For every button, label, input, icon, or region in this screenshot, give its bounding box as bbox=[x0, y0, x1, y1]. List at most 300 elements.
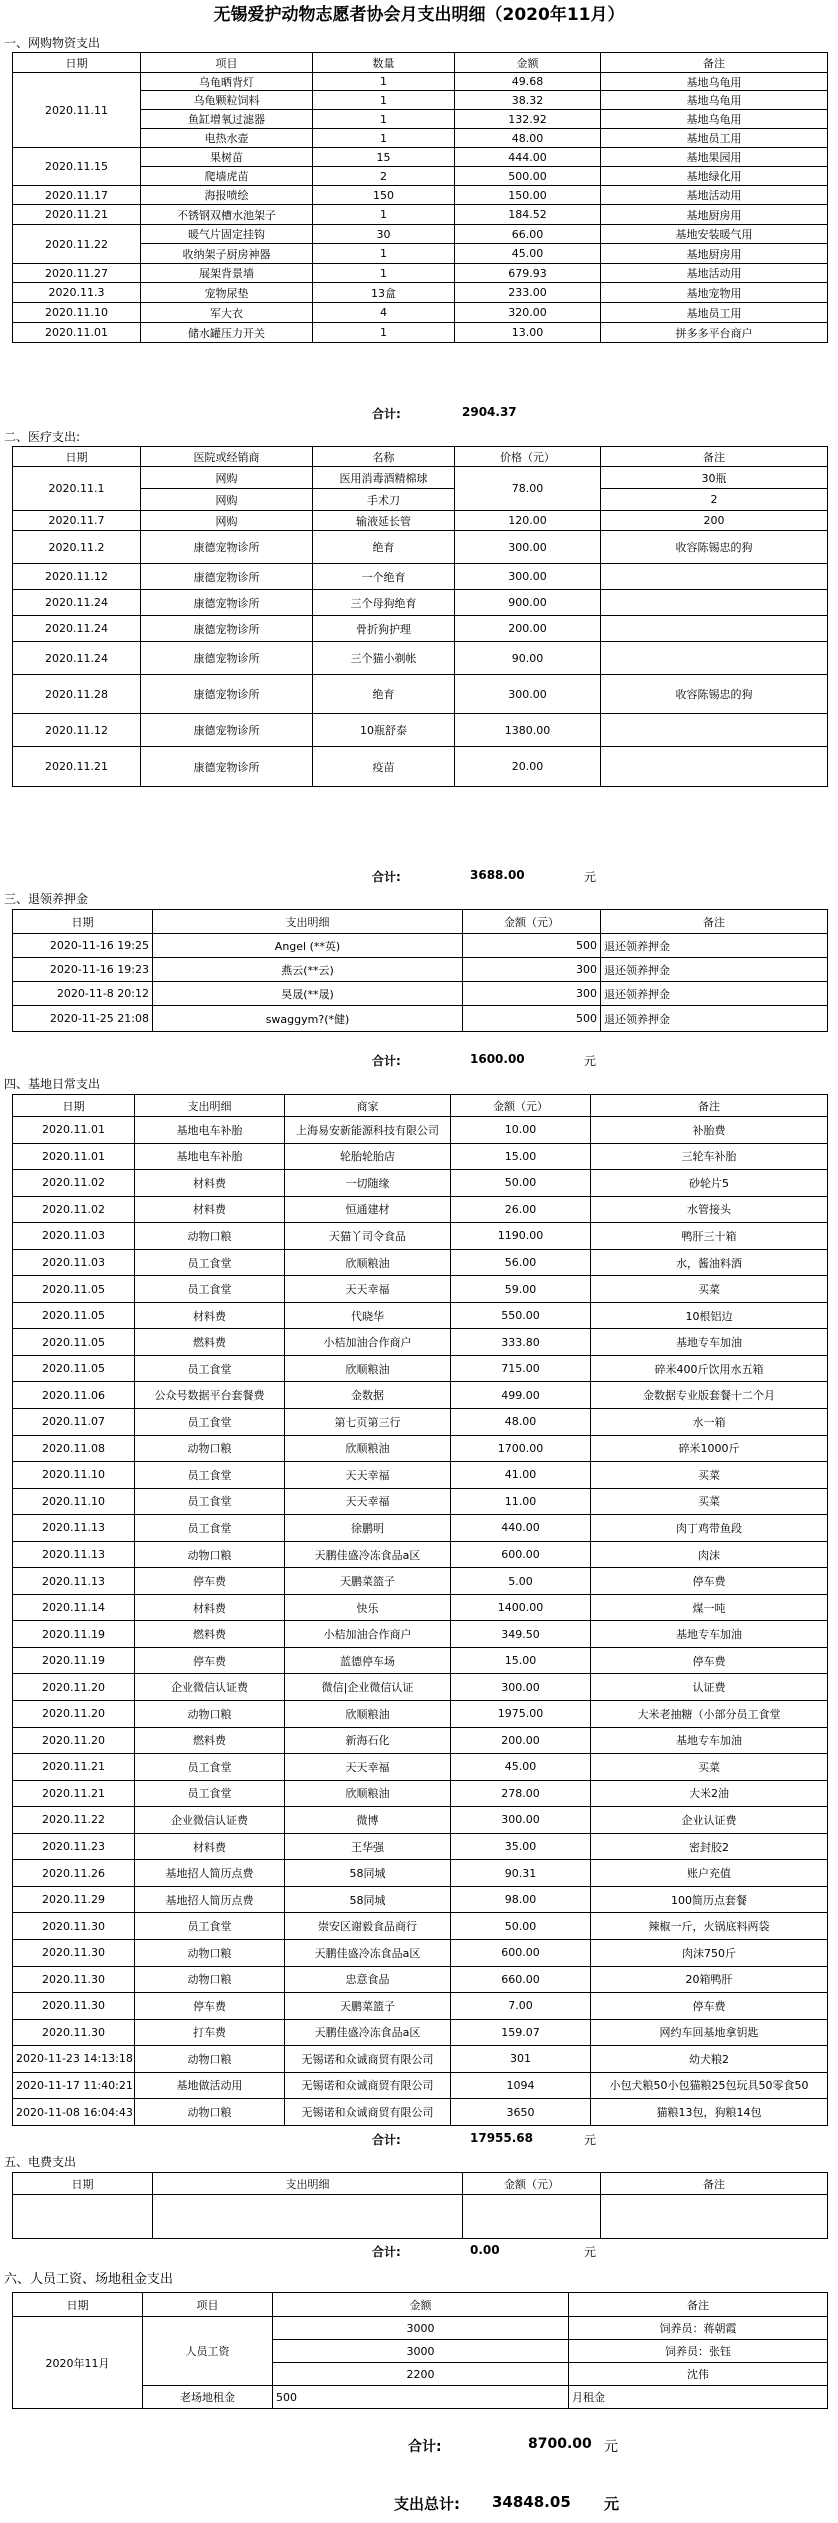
table-cell: 材料费 bbox=[135, 1196, 285, 1223]
table-cell: 停车费 bbox=[591, 1647, 828, 1674]
table-row bbox=[13, 1701, 828, 1728]
table-cell: 2020.11.07 bbox=[13, 1409, 135, 1436]
table-cell: 2020.11.30 bbox=[13, 1913, 135, 1940]
table-cell: 48.00 bbox=[451, 1409, 591, 1436]
table-cell: 2020.11.21 bbox=[13, 205, 141, 225]
table-cell: 2020.11.19 bbox=[13, 1621, 135, 1648]
daily-expense-table bbox=[12, 1094, 828, 2126]
table-cell: 1 bbox=[313, 264, 455, 283]
table-cell: 一个绝育 bbox=[313, 564, 455, 590]
table-cell: 2020-11-8 20:12 bbox=[13, 982, 153, 1006]
table-cell: 乌龟晒背灯 bbox=[141, 73, 313, 91]
table-cell: 账户充值 bbox=[591, 1860, 828, 1887]
table-cell: 660.00 bbox=[451, 1966, 591, 1993]
s5-total-unit: 元 bbox=[584, 2245, 597, 2259]
table-cell: 不锈钢双槽水池架子 bbox=[141, 205, 313, 225]
table-cell: 员工食堂 bbox=[135, 1780, 285, 1807]
table-row bbox=[13, 2099, 828, 2126]
table-cell: 2020-11-25 21:08 bbox=[13, 1006, 153, 1032]
table-cell: 动物口粮 bbox=[135, 2099, 285, 2126]
table-row bbox=[13, 1170, 828, 1197]
table-row bbox=[13, 1488, 828, 1515]
s6-header-row bbox=[13, 2293, 828, 2317]
table-cell: 2020.11.21 bbox=[13, 1780, 135, 1807]
table-cell: 收纳架子厨房神器 bbox=[141, 244, 313, 264]
table-cell: 鱼缸增氧过滤器 bbox=[141, 110, 313, 129]
table-cell: 饲养员：蒋朝霞 bbox=[569, 2317, 828, 2340]
salary-rent-table bbox=[12, 2292, 828, 2409]
table-row bbox=[13, 1462, 828, 1489]
table-cell: 昊晟(**晟) bbox=[153, 982, 463, 1006]
table-cell: 天天幸福 bbox=[285, 1488, 451, 1515]
table-cell: 网购 bbox=[141, 511, 313, 531]
table-row bbox=[13, 1674, 828, 1701]
table-cell: 2020.11.10 bbox=[13, 1488, 135, 1515]
table-cell: 2020.11.22 bbox=[13, 1807, 135, 1834]
table-cell: 快乐 bbox=[285, 1594, 451, 1621]
table-cell: 材料费 bbox=[135, 1170, 285, 1197]
table-cell: 基地电车补胎 bbox=[135, 1117, 285, 1144]
table-row bbox=[13, 1382, 828, 1409]
column-header: 日期 bbox=[13, 53, 141, 73]
table-cell bbox=[601, 590, 828, 616]
table-row bbox=[13, 1223, 828, 1250]
table-cell: 崇安区谢毅食品商行 bbox=[285, 1913, 451, 1940]
section-6-heading: 六、人员工资、场地租金支出 bbox=[4, 2272, 174, 2287]
table-cell: 补胎费 bbox=[591, 1117, 828, 1144]
table-cell: 手术刀 bbox=[313, 489, 455, 511]
table-cell: 500 bbox=[463, 1006, 601, 1032]
table-cell: 上海易安新能源科技有限公司 bbox=[285, 1117, 451, 1144]
table-cell: 1 bbox=[313, 323, 455, 343]
table-cell: 材料费 bbox=[135, 1833, 285, 1860]
table-row bbox=[13, 1621, 828, 1648]
table-row bbox=[13, 2072, 828, 2099]
s2-total-label: 合计: bbox=[372, 870, 401, 884]
table-cell: 老场地租金 bbox=[143, 2386, 273, 2409]
table-cell: 康德宠物诊所 bbox=[141, 714, 313, 747]
table-row bbox=[13, 1780, 828, 1807]
table-cell: 三个猫小剃帐 bbox=[313, 642, 455, 675]
table-cell: 停车费 bbox=[135, 1647, 285, 1674]
table-row bbox=[13, 1409, 828, 1436]
table-cell: 买菜 bbox=[591, 1276, 828, 1303]
table-cell: 150.00 bbox=[455, 186, 601, 205]
table-cell: 13盒 bbox=[313, 283, 455, 303]
table-cell: 184.52 bbox=[455, 205, 601, 225]
table-cell: 15.00 bbox=[451, 1647, 591, 1674]
table-cell: 基地活动用 bbox=[601, 186, 828, 205]
table-cell: 停车费 bbox=[591, 1993, 828, 2020]
table-cell: 三轮车补胎 bbox=[591, 1143, 828, 1170]
table-cell: 暖气片固定挂钩 bbox=[141, 225, 313, 244]
s5-total-value: 0.00 bbox=[470, 2243, 500, 2257]
table-cell: 新海石化 bbox=[285, 1727, 451, 1754]
table-cell: 买菜 bbox=[591, 1488, 828, 1515]
column-header: 项目 bbox=[141, 53, 313, 73]
table-row bbox=[13, 323, 828, 343]
table-row bbox=[13, 1006, 828, 1032]
table-row bbox=[13, 934, 828, 958]
column-header: 日期 bbox=[13, 1095, 135, 1117]
table-cell: 20箱鸭肝 bbox=[591, 1966, 828, 1993]
table-row bbox=[13, 564, 828, 590]
table-cell: 2020年11月 bbox=[13, 2317, 143, 2409]
table-cell: 2020.11.06 bbox=[13, 1382, 135, 1409]
column-header: 金额 bbox=[455, 53, 601, 73]
table-cell: 绝育 bbox=[313, 531, 455, 564]
table-cell: 天鹏菜篮子 bbox=[285, 1993, 451, 2020]
table-cell: 50.00 bbox=[451, 1913, 591, 1940]
table-cell: 4 bbox=[313, 303, 455, 323]
table-cell: 肉沫 bbox=[591, 1541, 828, 1568]
s2-header-row bbox=[13, 447, 828, 467]
table-cell: 2200 bbox=[273, 2363, 569, 2386]
table-cell: 440.00 bbox=[451, 1515, 591, 1542]
table-row bbox=[13, 1302, 828, 1329]
online-purchase-table bbox=[12, 52, 828, 343]
table-row bbox=[13, 642, 828, 675]
table-cell: 员工食堂 bbox=[135, 1913, 285, 1940]
table-cell: 15 bbox=[313, 148, 455, 167]
table-cell: 159.07 bbox=[451, 2019, 591, 2046]
table-cell: 300.00 bbox=[451, 1674, 591, 1701]
table-row bbox=[13, 531, 828, 564]
table-cell: 2020.11.11 bbox=[13, 73, 141, 148]
table-cell: 2020.11.02 bbox=[13, 1170, 135, 1197]
table-cell: 欣顺粮油 bbox=[285, 1435, 451, 1462]
column-header: 日期 bbox=[13, 2293, 143, 2317]
table-cell: 90.31 bbox=[451, 1860, 591, 1887]
table-cell: 2020.11.01 bbox=[13, 323, 141, 343]
table-row bbox=[13, 467, 828, 489]
table-cell: 电热水壶 bbox=[141, 129, 313, 148]
table-cell: 300.00 bbox=[455, 675, 601, 714]
table-cell: 45.00 bbox=[451, 1754, 591, 1781]
table-cell: 乌龟颗粒饲料 bbox=[141, 91, 313, 110]
column-header: 金额（元） bbox=[463, 910, 601, 934]
table-cell: 2020.11.30 bbox=[13, 1993, 135, 2020]
table-cell: 输液延长管 bbox=[313, 511, 455, 531]
table-cell: 网约车回基地拿钥匙 bbox=[591, 2019, 828, 2046]
table-cell: 1400.00 bbox=[451, 1594, 591, 1621]
table-cell: 基地做活动用 bbox=[135, 2072, 285, 2099]
column-header: 金额 bbox=[273, 2293, 569, 2317]
table-cell: 38.32 bbox=[455, 91, 601, 110]
table-cell: 打车费 bbox=[135, 2019, 285, 2046]
table-cell: 展架背景墙 bbox=[141, 264, 313, 283]
table-cell: 收容陈锡忠的狗 bbox=[601, 531, 828, 564]
table-cell: 动物口粮 bbox=[135, 1966, 285, 1993]
table-cell: 燃料费 bbox=[135, 1329, 285, 1356]
table-cell: 78.00 bbox=[455, 467, 601, 511]
table-cell: 2 bbox=[601, 489, 828, 511]
table-cell: 肉沫750斤 bbox=[591, 1939, 828, 1966]
table-cell: 2020.11.1 bbox=[13, 467, 141, 511]
table-cell bbox=[463, 2195, 601, 2239]
table-row bbox=[13, 982, 828, 1006]
table-cell: 2020.11.12 bbox=[13, 564, 141, 590]
table-cell: 基地招人简历点费 bbox=[135, 1860, 285, 1887]
table-cell: 2020-11-16 19:25 bbox=[13, 934, 153, 958]
table-cell: 燃料费 bbox=[135, 1727, 285, 1754]
table-cell: 3000 bbox=[273, 2317, 569, 2340]
table-cell: 大米2油 bbox=[591, 1780, 828, 1807]
table-cell: 2020.11.05 bbox=[13, 1355, 135, 1382]
table-cell: 天鹏佳盛冷冻食品a区 bbox=[285, 2019, 451, 2046]
grand-total-unit: 元 bbox=[604, 2495, 620, 2513]
table-cell: 45.00 bbox=[455, 244, 601, 264]
table-cell: 2020.11.7 bbox=[13, 511, 141, 531]
column-header: 备注 bbox=[601, 910, 828, 934]
table-cell: 2020-11-17 11:40:21 bbox=[13, 2072, 135, 2099]
column-header: 备注 bbox=[591, 1095, 828, 1117]
table-row bbox=[13, 616, 828, 642]
table-cell: 300.00 bbox=[455, 564, 601, 590]
table-cell: 59.00 bbox=[451, 1276, 591, 1303]
table-cell: 果树苗 bbox=[141, 148, 313, 167]
table-cell: 宠物尿垫 bbox=[141, 283, 313, 303]
deposit-refund-table bbox=[12, 909, 828, 1032]
table-cell: 肉丁鸡带鱼段 bbox=[591, 1515, 828, 1542]
table-row bbox=[13, 1913, 828, 1940]
s5-total-label: 合计: bbox=[372, 2245, 401, 2259]
table-cell: 20.00 bbox=[455, 747, 601, 787]
section-1-heading: 一、网购物资支出 bbox=[4, 36, 101, 50]
table-cell: 1 bbox=[313, 129, 455, 148]
table-cell: 基地乌龟用 bbox=[601, 91, 828, 110]
table-cell: 天天幸福 bbox=[285, 1276, 451, 1303]
table-cell: 天鹏菜篮子 bbox=[285, 1568, 451, 1595]
table-cell: 基地电车补胎 bbox=[135, 1143, 285, 1170]
table-cell: 98.00 bbox=[451, 1886, 591, 1913]
table-cell: 基地厨房用 bbox=[601, 205, 828, 225]
table-cell: 三个母狗绝育 bbox=[313, 590, 455, 616]
table-cell: 海报喷绘 bbox=[141, 186, 313, 205]
s4-total-value: 17955.68 bbox=[470, 2131, 534, 2145]
table-cell: 一切随缘 bbox=[285, 1170, 451, 1197]
table-cell: 90.00 bbox=[455, 642, 601, 675]
table-cell: 2020.11.05 bbox=[13, 1302, 135, 1329]
table-row bbox=[13, 1647, 828, 1674]
table-cell: 王华强 bbox=[285, 1833, 451, 1860]
table-cell bbox=[13, 2195, 153, 2239]
table-cell: 2020.11.05 bbox=[13, 1329, 135, 1356]
table-cell: 员工食堂 bbox=[135, 1249, 285, 1276]
table-row bbox=[13, 590, 828, 616]
table-cell: 3650 bbox=[451, 2099, 591, 2126]
table-cell: 金数据专业版套餐十二个月 bbox=[591, 1382, 828, 1409]
table-cell: 5.00 bbox=[451, 1568, 591, 1595]
table-cell: 拼多多平台商户 bbox=[601, 323, 828, 343]
table-cell: 停车费 bbox=[591, 1568, 828, 1595]
table-cell: 辣椒一斤，火锅底料两袋 bbox=[591, 1913, 828, 1940]
table-cell: 2020.11.01 bbox=[13, 1143, 135, 1170]
table-cell: 2020.11.21 bbox=[13, 1754, 135, 1781]
table-row bbox=[13, 1833, 828, 1860]
table-cell: 忠意食品 bbox=[285, 1966, 451, 1993]
table-cell: 300 bbox=[463, 958, 601, 982]
s4-total-label: 合计: bbox=[372, 2133, 401, 2147]
page-title: 无锡爱护动物志愿者协会月支出明细（2020年11月） bbox=[213, 5, 625, 25]
table-cell: 徐鹏明 bbox=[285, 1515, 451, 1542]
table-row bbox=[13, 1807, 828, 1834]
table-cell: 绝育 bbox=[313, 675, 455, 714]
table-row bbox=[13, 958, 828, 982]
table-cell: 企业认证费 bbox=[591, 1807, 828, 1834]
column-header: 备注 bbox=[601, 447, 828, 467]
table-cell: 1094 bbox=[451, 2072, 591, 2099]
table-cell: 2 bbox=[313, 167, 455, 186]
s6-total-value: 8700.00 bbox=[528, 2436, 592, 2452]
table-cell: Angel (**英) bbox=[153, 934, 463, 958]
table-cell: 碎米1000斤 bbox=[591, 1435, 828, 1462]
table-cell: 鸭肝三十箱 bbox=[591, 1223, 828, 1250]
table-cell: 2020.11.30 bbox=[13, 1966, 135, 1993]
table-row bbox=[13, 1939, 828, 1966]
table-cell: 基地果园用 bbox=[601, 148, 828, 167]
table-cell: 材料费 bbox=[135, 1594, 285, 1621]
table-row bbox=[13, 1754, 828, 1781]
table-cell: 基地活动用 bbox=[601, 264, 828, 283]
table-cell: 300 bbox=[463, 982, 601, 1006]
table-cell: 233.00 bbox=[455, 283, 601, 303]
table-cell: 26.00 bbox=[451, 1196, 591, 1223]
table-cell: 动物口粮 bbox=[135, 1541, 285, 1568]
column-header: 日期 bbox=[13, 447, 141, 467]
table-cell: 基地乌龟用 bbox=[601, 73, 828, 91]
table-cell: 碎米400斤饮用水五箱 bbox=[591, 1355, 828, 1382]
table-cell: 300.00 bbox=[455, 531, 601, 564]
column-header: 名称 bbox=[313, 447, 455, 467]
table-row bbox=[13, 264, 828, 283]
table-row bbox=[13, 1966, 828, 1993]
s1-total-label: 合计: bbox=[372, 407, 401, 421]
table-cell: 1 bbox=[313, 244, 455, 264]
table-cell: 基地员工用 bbox=[601, 303, 828, 323]
table-cell: 小桔加油合作商户 bbox=[285, 1329, 451, 1356]
column-header: 备注 bbox=[569, 2293, 828, 2317]
table-cell: 基地员工用 bbox=[601, 129, 828, 148]
table-cell: 砂轮片5 bbox=[591, 1170, 828, 1197]
table-cell: 2020.11.19 bbox=[13, 1647, 135, 1674]
column-header: 项目 bbox=[143, 2293, 273, 2317]
table-cell: 1 bbox=[313, 205, 455, 225]
table-row bbox=[13, 747, 828, 787]
table-cell: 349.50 bbox=[451, 1621, 591, 1648]
table-cell: 退还领养押金 bbox=[601, 982, 828, 1006]
table-cell: 买菜 bbox=[591, 1754, 828, 1781]
table-row bbox=[13, 73, 828, 91]
table-cell: 2020.11.23 bbox=[13, 1833, 135, 1860]
table-cell: 2020.11.30 bbox=[13, 1939, 135, 1966]
table-cell: 2020.11.3 bbox=[13, 283, 141, 303]
table-cell: 康德宠物诊所 bbox=[141, 590, 313, 616]
table-cell: 天天幸福 bbox=[285, 1462, 451, 1489]
table-cell: 35.00 bbox=[451, 1833, 591, 1860]
table-cell: 月租金 bbox=[569, 2386, 828, 2409]
column-header: 日期 bbox=[13, 910, 153, 934]
table-cell: 500.00 bbox=[455, 167, 601, 186]
table-cell: 水管接头 bbox=[591, 1196, 828, 1223]
table-cell: 动物口粮 bbox=[135, 1939, 285, 1966]
table-cell: 康德宠物诊所 bbox=[141, 747, 313, 787]
table-cell: 员工食堂 bbox=[135, 1488, 285, 1515]
table-cell bbox=[601, 564, 828, 590]
table-row bbox=[13, 2046, 828, 2073]
table-cell: 1380.00 bbox=[455, 714, 601, 747]
table-cell: 2020.11.13 bbox=[13, 1568, 135, 1595]
table-cell: 沈伟 bbox=[569, 2363, 828, 2386]
table-cell: 2020.11.28 bbox=[13, 675, 141, 714]
section-2-heading: 二、医疗支出: bbox=[4, 430, 81, 444]
table-row bbox=[13, 2019, 828, 2046]
s5-header-row bbox=[13, 2173, 828, 2195]
table-cell: 水一箱 bbox=[591, 1409, 828, 1436]
table-cell: 2020.11.10 bbox=[13, 303, 141, 323]
table-cell: 微信|企业微信认证 bbox=[285, 1674, 451, 1701]
column-header: 备注 bbox=[601, 53, 828, 73]
table-cell: 2020.11.17 bbox=[13, 186, 141, 205]
table-cell: 320.00 bbox=[455, 303, 601, 323]
column-header: 支出明细 bbox=[153, 2173, 463, 2195]
table-cell: 基地专车加油 bbox=[591, 1621, 828, 1648]
table-row bbox=[13, 1860, 828, 1887]
table-cell: 50.00 bbox=[451, 1170, 591, 1197]
table-cell: 饲养员：张钰 bbox=[569, 2340, 828, 2363]
table-cell: 网购 bbox=[141, 489, 313, 511]
table-cell: 301 bbox=[451, 2046, 591, 2073]
table-cell: 煤一吨 bbox=[591, 1594, 828, 1621]
medical-table bbox=[12, 446, 828, 787]
table-cell: 550.00 bbox=[451, 1302, 591, 1329]
table-cell: 天鹏佳盛冷冻食品a区 bbox=[285, 1541, 451, 1568]
table-cell: 2020.11.26 bbox=[13, 1860, 135, 1887]
table-cell: 7.00 bbox=[451, 1993, 591, 2020]
table-row bbox=[13, 1355, 828, 1382]
section-5-heading: 五、电费支出 bbox=[4, 2155, 77, 2169]
table-cell: 2020.11.21 bbox=[13, 747, 141, 787]
table-cell: 员工食堂 bbox=[135, 1276, 285, 1303]
table-cell bbox=[601, 714, 828, 747]
table-cell: 66.00 bbox=[455, 225, 601, 244]
column-header: 价格（元） bbox=[455, 447, 601, 467]
table-cell: 无锡诺和众诚商贸有限公司 bbox=[285, 2046, 451, 2073]
table-cell: 企业微信认证费 bbox=[135, 1674, 285, 1701]
table-cell: 军大衣 bbox=[141, 303, 313, 323]
table-cell bbox=[601, 2195, 828, 2239]
table-cell: 1975.00 bbox=[451, 1701, 591, 1728]
table-cell bbox=[601, 642, 828, 675]
column-header: 日期 bbox=[13, 2173, 153, 2195]
table-cell: 2020.11.27 bbox=[13, 264, 141, 283]
s3-total-value: 1600.00 bbox=[470, 1052, 525, 1066]
table-cell: 基地招人简历点费 bbox=[135, 1886, 285, 1913]
table-cell: 骨折狗护理 bbox=[313, 616, 455, 642]
column-header: 支出明细 bbox=[135, 1095, 285, 1117]
table-cell: 1700.00 bbox=[451, 1435, 591, 1462]
table-cell: 医用消毒酒精棉球 bbox=[313, 467, 455, 489]
s2-total-unit: 元 bbox=[584, 870, 597, 884]
table-cell: 大米老抽糖（小部分员工食堂 bbox=[591, 1701, 828, 1728]
column-header: 支出明细 bbox=[153, 910, 463, 934]
table-row bbox=[13, 148, 828, 167]
table-row bbox=[13, 1329, 828, 1356]
table-row bbox=[13, 225, 828, 244]
table-cell: 2020.11.20 bbox=[13, 1674, 135, 1701]
table-cell: 200 bbox=[601, 511, 828, 531]
table-cell: 欣顺粮油 bbox=[285, 1355, 451, 1382]
